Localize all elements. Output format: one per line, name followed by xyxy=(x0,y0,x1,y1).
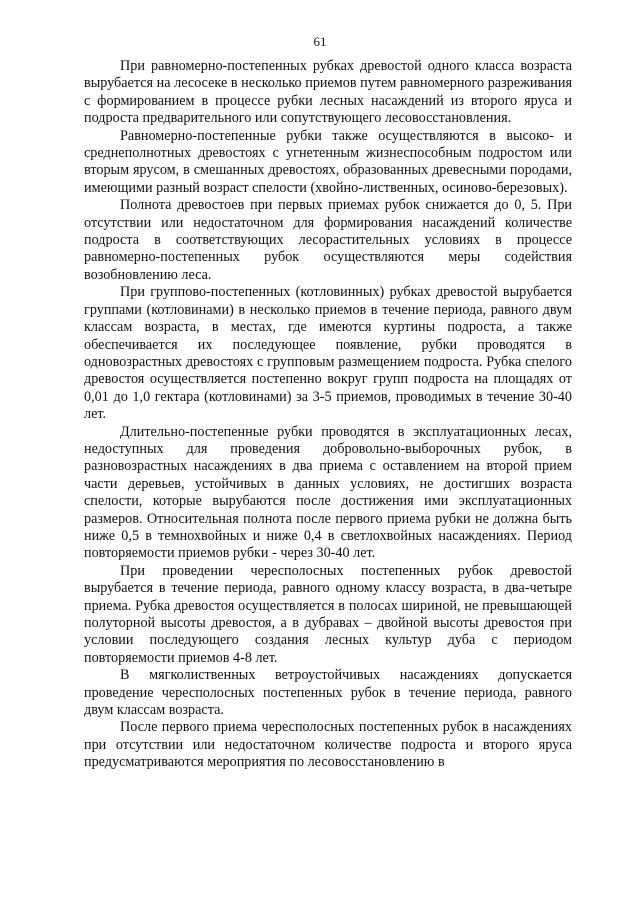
paragraph-uniform-gradual-stands: Равномерно-постепенные рубки также осуществляются в высоко- и среднеполнотных древостоях с угнетенным жизнеспособным подростом или вторым ярусом, в смешанных древостоях, образованных древесными породами, имеющими разный возраст спелости (хвойно-лиственных, осиново-березовых). xyxy=(84,127,572,196)
paragraph-long-term-gradual-cutting: Длительно-постепенные рубки проводятся в эксплуатационных лесах, недоступных для проведения добровольно-выборочных рубок, в разновозрастных насаждениях в два приема с оставлением на второй прием части деревьев, устойчивых в данных условиях, не достигших возраста спелости, которые вырубаются после достижения ими эксплуатационных размеров. Относительная полнота после первого приема рубки не должна быть ниже 0,5 в темнохвойных и ниже 0,4 в светлохвойных насаждениях. Период повторяемости приемов рубки - через 30-40 лет. xyxy=(84,423,572,562)
page-number: 61 xyxy=(313,34,327,49)
paragraph-stand-density: Полнота древостоев при первых приемах рубок снижается до 0, 5. При отсутствии или недостаточном для формирования насаждений количестве подроста в соответствующих лесорастительных условиях в процессе равномерно-постепенных рубок осуществляются меры содействия возобновлению леса. xyxy=(84,197,572,283)
paragraph-uniform-gradual-cutting: При равномерно-постепенных рубках древостой одного класса возраста вырубается на лесосеке в несколько приемов путем равномерного разреживания с формированием в процессе рубки лесных насаждений из второго яруса и подроста предварительного или сопутствующего лесовосстановления. xyxy=(84,58,572,127)
paragraph-group-gradual-cutting: При группово-постепенных (котловинных) рубках древостой вырубается группами (котловинами) в несколько приемов в течение периода, равного двум классам возраста, в местах, где имеются куртины подроста, а также обеспечивается их последующее появление, рубки проводятся в одновозрастных древостоях с групповым размещением подроста. Рубка спелого древостоя осуществляется постепенно вокруг групп подроста на площадях от 0,01 до 1,0 гектара (котловинами) за 3-5 приемов, проводимых в течение 30-40 лет. xyxy=(84,284,572,423)
body-text xyxy=(84,58,572,772)
paragraph-strip-gradual-cutting: При проведении чересполосных постепенных рубок древостой вырубается в течение периода, равного одному классу возраста, в два-четыре приема. Рубка древостоя осуществляется в полосах шириной, не превышающей полуторной высоты древостоя, а в дубравах – двойной высоты древостоя при условии последующего создания лесных культур дуба с периодом повторяемости приемов 4-8 лет. xyxy=(84,562,572,666)
paragraph-after-first-cutting: После первого приема чересполосных постепенных рубок в насаждениях при отсутствии или недостаточном количестве подроста и второго яруса предусматриваются мероприятия по лесовосстановлению в xyxy=(84,719,572,771)
paragraph-soft-deciduous-stands: В мягколиственных ветроустойчивых насаждениях допускается проведение чересполосных постепенных рубок в течение периода, равного двум классам возраста. xyxy=(84,667,572,719)
